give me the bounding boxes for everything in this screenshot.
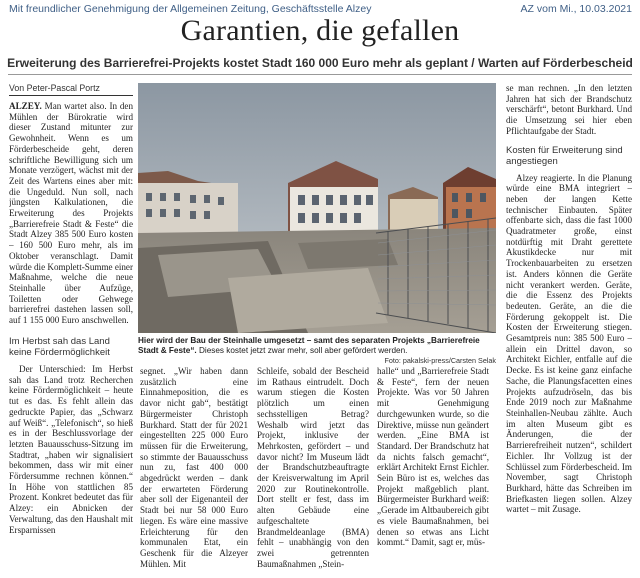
column-3 — [257, 366, 369, 572]
column-2 — [140, 366, 248, 572]
subheading-kosten: Kosten für Erweiterung sind angestiegen — [506, 144, 623, 167]
column-1-body-continued: Der Unterschied: Im Herbst sah das Land trotz Recherchen keine Fördermöglichkeit – heute tut es das. Es fehlt allein das gedruckte Papier, das „Schwarz auf Weiß“. „Telefonisch“, so hieß es in der Beschlussvorlage der letzten Bauausschuss-Sitzung im Stadtrat, „haben wir signalisiert bekommen, dass wir mit einer Fördersumme rechnen können.“ In Höhe von stattlichen 85 Prozent. Konkret bedeutet das für Alzey: ein Abnicken der Verwaltung, das den Haushalt mit Ersparnissen — [9, 364, 133, 535]
photo-caption — [138, 336, 496, 356]
article-subheadline: Erweiterung des Barrierefrei-Projekts kostet Stadt 160 000 Euro mehr als geplant / Warten auf Förderbescheid — [7, 56, 633, 70]
photo-caption-bold: Hier wird der Bau der Steinhalle umgesetzt – samt des separaten Projekts „Barrierefreie Stadt & Feste“. — [138, 336, 480, 355]
column-5 — [506, 83, 632, 572]
column-1-body: Man wartet also. In den Mühlen der Bürokratie wird dieser Zustand mitunter zur Gewohnheit. Wenn es um Förderbescheide geht, deren schriftliche Bewilligung sich um Monate verzögert, wächst mit der Zeit des Wartens eines aber mit: die Ungeduld. Nun soll, nach jüngsten Kalkulationen, die Erweiterung des Projekts „Barrierefreie Stadt & Feste“ die Stadt Alzey 385 500 Euro kosten – 160 500 Euro mehr, als im Oktober veranschlagt. Damit würde die Komplett-Summe einer Maßnahme, welche die neue Steinhalle über Aufzüge, Toiletten oder Gehwege barrierefrei dastehen lassen soll, auf 1 155 000 Euro anschwellen. — [9, 101, 133, 326]
photo-caption-text: Dieses kostet jetzt zwar mehr, soll aber gefördert werden. — [196, 346, 408, 355]
construction-site-photo — [138, 83, 496, 333]
permission-notice: Mit freundlicher Genehmigung der Allgemeinen Zeitung, Geschäftsstelle Alzey — [9, 3, 372, 15]
publication-date: AZ vom Mi., 10.03.2021 — [520, 3, 632, 15]
headline-divider — [8, 74, 632, 75]
column-5-body-continued: Alzey reagierte. In die Planung würde eine BMA integriert – neben der langen Kette technischer Einbauten. Später offenbarte sich, dass die fast 1000 Quadratmeter große, einst notdürftig mit Draht gerettete Akustikdecke nur mit Trockenbauarbeiten zu ersetzen ist. Anders können die Geräte nicht verankert werden. Geräte, die die Essenz des Projekts bedeuten. Geräte, an die die Förderung gekoppelt ist. Die Kosten der Erweiterung stiegen. Gesamtpreis nun: 385 500 Euro – allein ein Drittel davon, so Architekt Eichler, entfalle auf die Decke. Es ist keine ganz einfache Sache, die Planungsfacetten eines Projekts aufzudröseln, das bis Ende 2019 noch zur Maßnahme Steinhallen-Neubau zählte. Auch im alten Museum gibt es Änderungen, die der Barrierefreiheit nutzen“, schildert Eichler. Ihr Vollzug ist der Schlüssel zum Förderbescheid. Im November, sagt Christoph Burkhard, hätte das Schreiben im Briefkasten liegen sollen. Alzey wartet – mit Zusage. — [506, 172, 632, 515]
article-photo — [138, 83, 496, 333]
column-4-body: halle“ und „Barrierefreie Stadt & Feste“, fern der neuen Projekte. Was vor 50 Jahren mit Genehmigung durchgewunken wurde, so die Direktive, müsse nun geändert werden. „Eine BMA ist Standard. Der Brandschutz hat da nichts falsch gemacht“, erklärt Architekt Ernst Eichler. Sein Büro ist es, welches das Projekt maßgeblich plant. Bürgermeister Burkhard weiß: „Gerade im Altbaubereich gibt es viele Baumaßnahmen, bei denen so etwas ans Licht kommt.“ Damit, sagt er, müs- — [377, 366, 489, 548]
column-1-lower — [9, 336, 133, 572]
dateline: ALZEY. — [9, 101, 42, 111]
photo-credit: Foto: pakalski-press/Carsten Selak — [384, 356, 496, 365]
column-4 — [377, 366, 489, 572]
column-2-body: segnet. „Wir haben dann zusätzlich eine Einnahmeposition, die es davor nicht gab“, bestätigt Bürgermeister Christoph Burkhard. Statt der für 2021 eingestellten 225 000 Euro müssen für die Erweiterung, so stimmte der Bauausschuss nun zu, fast 400 000 abgedrückt werden – dank der erwarteten Förderung aber soll der Eigenanteil der Stadt bei nur 58 000 Euro liegen. Es wäre eine massive Erleichterung für den kommunalen Etat, ein Geschenk für die Alzeyer Mühlen. Mit — [140, 366, 248, 569]
author-byline: Von Peter-Pascal Portz — [9, 83, 100, 93]
byline-divider — [9, 95, 133, 96]
column-5-body: se man rechnen. „In den letzten Jahren hat sich der Brandschutz verschärft“, betont Burkhard. Und die Umsetzung sei hier eben Pflichtaufgabe der Stadt. — [506, 83, 632, 136]
article-headline: Garantien, die gefallen — [180, 14, 460, 47]
subheading-herbst: Im Herbst sah das Land keine Fördermöglichkeit — [9, 336, 110, 358]
column-1-upper — [9, 101, 133, 331]
column-3-body: Schleife, sobald der Bescheid im Rathaus eintrudelt. Doch warum stiegen die Kosten plötzlich um einen sechsstelligen Betrag? Weshalb wird jetzt das Projekt, inklusive der Mehrkosten, gefördert – und davor nicht? Im Museum lädt der Brandschutzbeauftragte der Kreisverwaltung im April 2020 zur Routinekontrolle. Dort stellt er fest, dass im alten Gebäude eine aufgeschaltete Brandmeldeanlage (BMA) fehlt – unabhängig von den zwei getrennten Baumaßnahmen „Stein- — [257, 366, 369, 569]
